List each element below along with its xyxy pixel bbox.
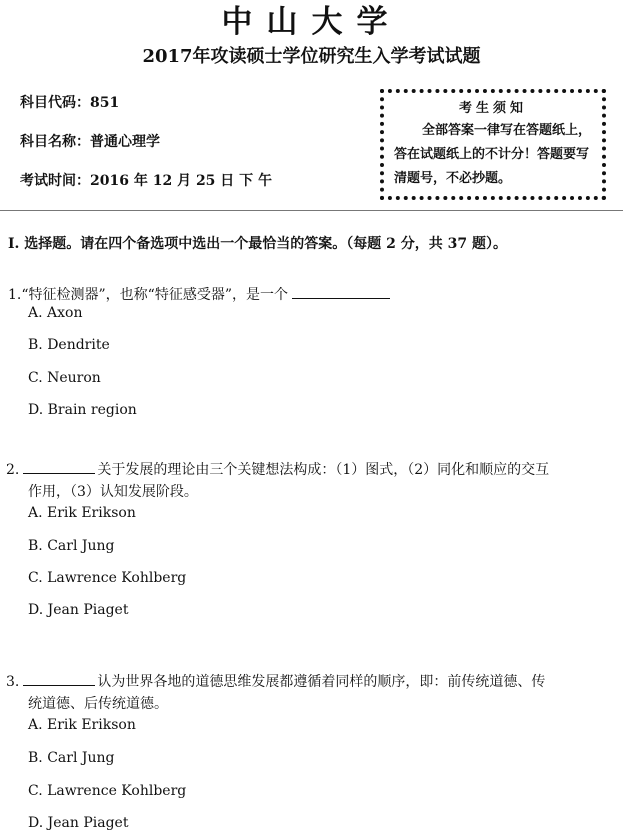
exam-title: 2017年攻读硕士学位研究生入学考试试题 [142, 46, 481, 67]
answer-blank [23, 670, 95, 686]
question-2-line-2: 作用，（3）认知发展阶段。 [28, 484, 198, 500]
subject-name-label: 科目名称： [20, 134, 90, 150]
question-1-line-1: “特征检测器”，也称“特征感受器”，是一个 [21, 287, 288, 303]
question-1-option-b: B. Dendrite [28, 337, 110, 353]
question-3-option-d: D. Jean Piaget [28, 815, 129, 831]
exam-time-value: 2016 年 12 月 25 日 下 午 [90, 173, 273, 189]
question-1-stem [8, 283, 390, 305]
exam-time-label: 考试时间： [20, 173, 90, 189]
notice-body: 全部答案一律写在答题纸上，答在试题纸上的不计分！答题要写清题号，不必抄题。 [394, 123, 592, 186]
question-2-number: 2. [6, 462, 20, 478]
answer-blank [292, 283, 390, 299]
subject-name-line [20, 132, 160, 152]
question-2-option-d: D. Jean Piaget [28, 602, 129, 618]
question-3-option-a: A. Erik Erikson [28, 717, 136, 733]
question-3-option-b: B. Carl Jung [28, 750, 115, 766]
question-3-line-1: 认为世界各地的道德思维发展都遵循着同样的顺序，即：前传统道德、传 [97, 674, 546, 690]
answer-blank [23, 458, 95, 474]
question-1-option-c: C. Neuron [28, 370, 101, 386]
question-2-option-a: A. Erik Erikson [28, 505, 136, 521]
university-name: 中山大学 [221, 4, 402, 40]
question-2-option-c: C. Lawrence Kohlberg [28, 570, 187, 586]
exam-time-line [20, 171, 272, 191]
notice-box [380, 89, 606, 200]
question-1-number: 1. [8, 287, 22, 303]
section-heading: I. 选择题。请在四个备选项中选出一个最恰当的答案。（每题 2 分，共 37 题）。 [8, 236, 508, 252]
question-3-option-c: C. Lawrence Kohlberg [28, 783, 187, 799]
question-2-line-1: 关于发展的理论由三个关键想法构成：（1）图式，（2）同化和顺应的交互 [97, 462, 550, 478]
divider [0, 210, 623, 211]
notice-title: 考生须知 [458, 101, 527, 116]
subject-code-value: 851 [90, 95, 120, 111]
subject-code-label: 科目代码： [20, 95, 90, 111]
question-2-stem [6, 458, 549, 480]
subject-name-value: 普通心理学 [90, 134, 160, 150]
question-3-line-2: 统道德、后传统道德。 [28, 696, 168, 712]
question-3-number: 3. [6, 674, 20, 690]
question-3-stem [6, 670, 545, 692]
subject-code-line [20, 93, 119, 113]
question-1-option-d: D. Brain region [28, 402, 137, 418]
question-2-option-b: B. Carl Jung [28, 538, 115, 554]
question-1-option-a: A. Axon [28, 305, 83, 321]
